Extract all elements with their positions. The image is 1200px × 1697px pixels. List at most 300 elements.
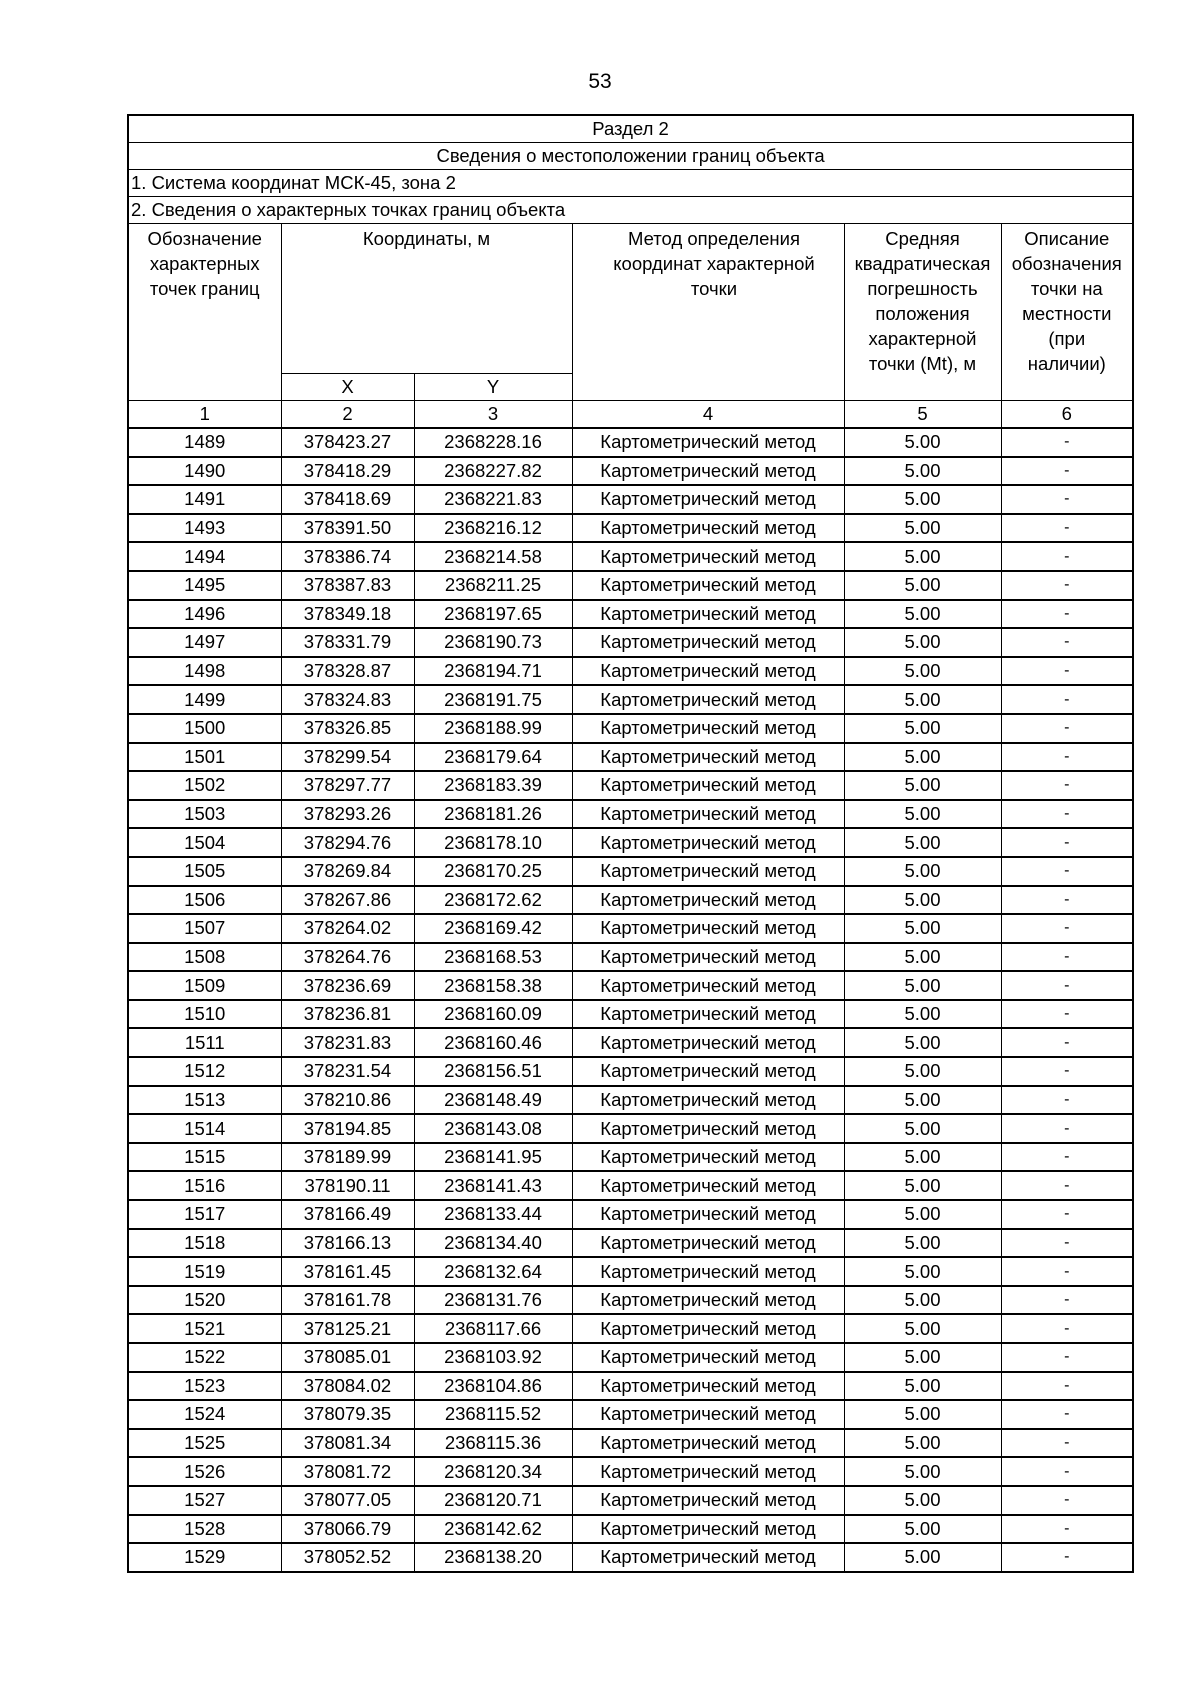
point-id-cell: 1496 [128, 600, 281, 629]
table-row [128, 1314, 1133, 1343]
method-cell: Картометрический метод [572, 514, 844, 543]
method-cell: Картометрический метод [572, 600, 844, 629]
mean-error-cell: 5.00 [844, 428, 1001, 457]
point-id-cell: 1516 [128, 1171, 281, 1200]
mean-error-cell: 5.00 [844, 1457, 1001, 1486]
coord-y-cell: 2368132.64 [414, 1257, 572, 1286]
table-row [128, 943, 1133, 972]
point-id-cell: 1521 [128, 1314, 281, 1343]
description-cell: - [1001, 828, 1133, 857]
table-row [128, 514, 1133, 543]
description-cell: - [1001, 457, 1133, 486]
column-numbers-row [128, 401, 1133, 429]
table-row [128, 914, 1133, 943]
mean-error-cell: 5.00 [844, 1000, 1001, 1029]
coord-y-cell: 2368228.16 [414, 428, 572, 457]
mean-error-cell: 5.00 [844, 1515, 1001, 1544]
mean-error-cell: 5.00 [844, 771, 1001, 800]
coord-y-cell: 2368131.76 [414, 1286, 572, 1315]
description-cell: - [1001, 514, 1133, 543]
mean-error-cell: 5.00 [844, 1086, 1001, 1115]
description-cell: - [1001, 1086, 1133, 1115]
table-row [128, 857, 1133, 886]
method-cell: Картометрический метод [572, 485, 844, 514]
coord-x-cell: 378293.26 [281, 800, 414, 829]
coord-x-cell: 378081.72 [281, 1457, 414, 1486]
coord-x-cell: 378189.99 [281, 1143, 414, 1172]
description-cell: - [1001, 1457, 1133, 1486]
coord-y-cell: 2368160.09 [414, 1000, 572, 1029]
table-row [128, 457, 1133, 486]
mean-error-cell: 5.00 [844, 914, 1001, 943]
coord-y-cell: 2368104.86 [414, 1372, 572, 1401]
description-cell: - [1001, 685, 1133, 714]
coord-y-cell: 2368160.46 [414, 1028, 572, 1057]
method-cell: Картометрический метод [572, 428, 844, 457]
mean-error-cell: 5.00 [844, 971, 1001, 1000]
table-row [128, 1200, 1133, 1229]
points-heading: 2. Сведения о характерных точках границ объекта [128, 197, 1133, 224]
point-id-cell: 1513 [128, 1086, 281, 1115]
method-cell: Картометрический метод [572, 1286, 844, 1315]
coord-y-cell: 2368227.82 [414, 457, 572, 486]
mean-error-cell: 5.00 [844, 1543, 1001, 1572]
point-id-cell: 1525 [128, 1429, 281, 1458]
coord-y-cell: 2368143.08 [414, 1114, 572, 1143]
method-cell: Картометрический метод [572, 1057, 844, 1086]
coord-x-cell: 378324.83 [281, 685, 414, 714]
mean-error-cell: 5.00 [844, 571, 1001, 600]
coord-y-cell: 2368142.62 [414, 1515, 572, 1544]
method-cell: Картометрический метод [572, 743, 844, 772]
coord-y-cell: 2368158.38 [414, 971, 572, 1000]
method-cell: Картометрический метод [572, 1429, 844, 1458]
coord-x-cell: 378387.83 [281, 571, 414, 600]
mean-error-cell: 5.00 [844, 1400, 1001, 1429]
column-number: 5 [844, 401, 1001, 429]
boundary-points-table [127, 114, 1134, 1573]
point-id-cell: 1505 [128, 857, 281, 886]
description-cell: - [1001, 1314, 1133, 1343]
coord-y-cell: 2368115.52 [414, 1400, 572, 1429]
point-id-cell: 1495 [128, 571, 281, 600]
point-id-cell: 1527 [128, 1486, 281, 1515]
coord-x-cell: 378231.83 [281, 1028, 414, 1057]
point-id-cell: 1504 [128, 828, 281, 857]
mean-error-cell: 5.00 [844, 714, 1001, 743]
table-row [128, 657, 1133, 686]
column-number: 6 [1001, 401, 1133, 429]
method-cell: Картометрический метод [572, 628, 844, 657]
table-row [128, 1543, 1133, 1572]
coord-x-cell: 378331.79 [281, 628, 414, 657]
mean-error-cell: 5.00 [844, 685, 1001, 714]
coord-y-cell: 2368170.25 [414, 857, 572, 886]
coord-x-cell: 378194.85 [281, 1114, 414, 1143]
coord-x-cell: 378236.69 [281, 971, 414, 1000]
table-row [128, 1515, 1133, 1544]
method-cell: Картометрический метод [572, 1114, 844, 1143]
coord-x-cell: 378418.69 [281, 485, 414, 514]
description-cell: - [1001, 1486, 1133, 1515]
mean-error-cell: 5.00 [844, 1372, 1001, 1401]
coord-y-cell: 2368216.12 [414, 514, 572, 543]
point-id-cell: 1501 [128, 743, 281, 772]
table-row [128, 1229, 1133, 1258]
description-cell: - [1001, 1429, 1133, 1458]
table-row [128, 428, 1133, 457]
mean-error-cell: 5.00 [844, 828, 1001, 857]
method-cell: Картометрический метод [572, 685, 844, 714]
point-id-cell: 1528 [128, 1515, 281, 1544]
table-row [128, 1000, 1133, 1029]
table-row [128, 1171, 1133, 1200]
header-method: Метод определения координат характерной точки [572, 224, 844, 401]
coord-x-cell: 378299.54 [281, 743, 414, 772]
table-row [128, 771, 1133, 800]
coord-y-cell: 2368172.62 [414, 886, 572, 915]
description-cell: - [1001, 1200, 1133, 1229]
point-id-cell: 1523 [128, 1372, 281, 1401]
coord-x-cell: 378125.21 [281, 1314, 414, 1343]
method-cell: Картометрический метод [572, 771, 844, 800]
mean-error-cell: 5.00 [844, 514, 1001, 543]
method-cell: Картометрический метод [572, 800, 844, 829]
description-cell: - [1001, 1543, 1133, 1572]
point-id-cell: 1524 [128, 1400, 281, 1429]
coord-y-cell: 2368115.36 [414, 1429, 572, 1458]
coord-x-cell: 378267.86 [281, 886, 414, 915]
description-cell: - [1001, 657, 1133, 686]
point-id-cell: 1519 [128, 1257, 281, 1286]
description-cell: - [1001, 971, 1133, 1000]
point-id-cell: 1520 [128, 1286, 281, 1315]
description-cell: - [1001, 1400, 1133, 1429]
description-cell: - [1001, 771, 1133, 800]
point-id-cell: 1497 [128, 628, 281, 657]
description-cell: - [1001, 1229, 1133, 1258]
section-title: Раздел 2 [128, 115, 1133, 143]
mean-error-cell: 5.00 [844, 1343, 1001, 1372]
method-cell: Картометрический метод [572, 1314, 844, 1343]
method-cell: Картометрический метод [572, 943, 844, 972]
table-row [128, 542, 1133, 571]
description-cell: - [1001, 1114, 1133, 1143]
point-id-cell: 1522 [128, 1343, 281, 1372]
method-cell: Картометрический метод [572, 1257, 844, 1286]
method-cell: Картометрический метод [572, 1229, 844, 1258]
method-cell: Картометрический метод [572, 1543, 844, 1572]
description-cell: - [1001, 428, 1133, 457]
coord-x-cell: 378210.86 [281, 1086, 414, 1115]
coord-y-cell: 2368120.71 [414, 1486, 572, 1515]
table-row [128, 600, 1133, 629]
mean-error-cell: 5.00 [844, 886, 1001, 915]
point-id-cell: 1503 [128, 800, 281, 829]
mean-error-cell: 5.00 [844, 1429, 1001, 1458]
coord-y-cell: 2368141.43 [414, 1171, 572, 1200]
table-row [128, 571, 1133, 600]
table-row [128, 1143, 1133, 1172]
mean-error-cell: 5.00 [844, 1229, 1001, 1258]
point-id-cell: 1515 [128, 1143, 281, 1172]
header-point-designation: Обозначение характерных точек границ [128, 224, 281, 401]
point-id-cell: 1491 [128, 485, 281, 514]
table-row [128, 971, 1133, 1000]
description-cell: - [1001, 800, 1133, 829]
coord-x-cell: 378084.02 [281, 1372, 414, 1401]
mean-error-cell: 5.00 [844, 1257, 1001, 1286]
table-row [128, 1343, 1133, 1372]
table-row [128, 1457, 1133, 1486]
coord-x-cell: 378264.02 [281, 914, 414, 943]
column-number: 4 [572, 401, 844, 429]
mean-error-cell: 5.00 [844, 857, 1001, 886]
method-cell: Картометрический метод [572, 1171, 844, 1200]
coord-y-cell: 2368191.75 [414, 685, 572, 714]
point-id-cell: 1526 [128, 1457, 281, 1486]
header-coordinates: Координаты, м [281, 224, 572, 374]
description-cell: - [1001, 857, 1133, 886]
method-cell: Картометрический метод [572, 1200, 844, 1229]
point-id-cell: 1489 [128, 428, 281, 457]
description-cell: - [1001, 1143, 1133, 1172]
coord-y-cell: 2368188.99 [414, 714, 572, 743]
coord-x-cell: 378190.11 [281, 1171, 414, 1200]
coord-x-cell: 378236.81 [281, 1000, 414, 1029]
coord-x-cell: 378166.13 [281, 1229, 414, 1258]
coord-y-cell: 2368179.64 [414, 743, 572, 772]
mean-error-cell: 5.00 [844, 1057, 1001, 1086]
coord-x-cell: 378066.79 [281, 1515, 414, 1544]
point-id-cell: 1493 [128, 514, 281, 543]
header-description: Описание обозначения точки на местности (при наличии) [1001, 224, 1133, 401]
mean-error-cell: 5.00 [844, 1314, 1001, 1343]
coord-x-cell: 378052.52 [281, 1543, 414, 1572]
mean-error-cell: 5.00 [844, 1200, 1001, 1229]
method-cell: Картометрический метод [572, 1486, 844, 1515]
description-cell: - [1001, 571, 1133, 600]
coord-y-cell: 2368117.66 [414, 1314, 572, 1343]
coord-x-cell: 378231.54 [281, 1057, 414, 1086]
method-cell: Картометрический метод [572, 1086, 844, 1115]
coord-x-cell: 378294.76 [281, 828, 414, 857]
header-y: Y [414, 374, 572, 401]
table-row [128, 1486, 1133, 1515]
coord-x-cell: 378418.29 [281, 457, 414, 486]
header-mean-error: Средняя квадратическая погрешность положения характерной точки (Mt), м [844, 224, 1001, 401]
mean-error-cell: 5.00 [844, 457, 1001, 486]
coord-x-cell: 378161.78 [281, 1286, 414, 1315]
method-cell: Картометрический метод [572, 714, 844, 743]
point-id-cell: 1502 [128, 771, 281, 800]
table-row [128, 800, 1133, 829]
description-cell: - [1001, 1171, 1133, 1200]
table-row [128, 1400, 1133, 1429]
description-cell: - [1001, 743, 1133, 772]
coordinate-system: 1. Система координат МСК-45, зона 2 [128, 170, 1133, 197]
point-id-cell: 1529 [128, 1543, 281, 1572]
coord-x-cell: 378269.84 [281, 857, 414, 886]
mean-error-cell: 5.00 [844, 1171, 1001, 1200]
method-cell: Картометрический метод [572, 1515, 844, 1544]
description-cell: - [1001, 714, 1133, 743]
coord-x-cell: 378161.45 [281, 1257, 414, 1286]
point-id-cell: 1500 [128, 714, 281, 743]
point-id-cell: 1514 [128, 1114, 281, 1143]
method-cell: Картометрический метод [572, 828, 844, 857]
table-row [128, 628, 1133, 657]
description-cell: - [1001, 1343, 1133, 1372]
description-cell: - [1001, 600, 1133, 629]
coord-y-cell: 2368103.92 [414, 1343, 572, 1372]
description-cell: - [1001, 628, 1133, 657]
point-id-cell: 1506 [128, 886, 281, 915]
mean-error-cell: 5.00 [844, 1143, 1001, 1172]
coord-x-cell: 378328.87 [281, 657, 414, 686]
point-id-cell: 1518 [128, 1229, 281, 1258]
header-x: X [281, 374, 414, 401]
table-row [128, 1372, 1133, 1401]
coord-x-cell: 378326.85 [281, 714, 414, 743]
point-id-cell: 1511 [128, 1028, 281, 1057]
description-cell: - [1001, 1257, 1133, 1286]
coord-y-cell: 2368156.51 [414, 1057, 572, 1086]
coord-y-cell: 2368190.73 [414, 628, 572, 657]
description-cell: - [1001, 1057, 1133, 1086]
coord-x-cell: 378264.76 [281, 943, 414, 972]
coord-y-cell: 2368221.83 [414, 485, 572, 514]
mean-error-cell: 5.00 [844, 600, 1001, 629]
method-cell: Картометрический метод [572, 1000, 844, 1029]
method-cell: Картометрический метод [572, 542, 844, 571]
coord-x-cell: 378085.01 [281, 1343, 414, 1372]
coord-y-cell: 2368181.26 [414, 800, 572, 829]
description-cell: - [1001, 485, 1133, 514]
table-row [128, 714, 1133, 743]
coord-x-cell: 378297.77 [281, 771, 414, 800]
coord-y-cell: 2368133.44 [414, 1200, 572, 1229]
description-cell: - [1001, 1515, 1133, 1544]
mean-error-cell: 5.00 [844, 657, 1001, 686]
coord-y-cell: 2368214.58 [414, 542, 572, 571]
table-row [128, 1114, 1133, 1143]
column-number: 1 [128, 401, 281, 429]
mean-error-cell: 5.00 [844, 943, 1001, 972]
point-id-cell: 1510 [128, 1000, 281, 1029]
method-cell: Картометрический метод [572, 914, 844, 943]
mean-error-cell: 5.00 [844, 1028, 1001, 1057]
mean-error-cell: 5.00 [844, 1286, 1001, 1315]
table-row [128, 1028, 1133, 1057]
coord-x-cell: 378077.05 [281, 1486, 414, 1515]
mean-error-cell: 5.00 [844, 1114, 1001, 1143]
description-cell: - [1001, 1372, 1133, 1401]
coord-x-cell: 378079.35 [281, 1400, 414, 1429]
method-cell: Картометрический метод [572, 571, 844, 600]
method-cell: Картометрический метод [572, 971, 844, 1000]
method-cell: Картометрический метод [572, 1028, 844, 1057]
method-cell: Картометрический метод [572, 857, 844, 886]
coord-x-cell: 378349.18 [281, 600, 414, 629]
point-id-cell: 1507 [128, 914, 281, 943]
table-row [128, 743, 1133, 772]
coord-x-cell: 378386.74 [281, 542, 414, 571]
table-row [128, 1429, 1133, 1458]
method-cell: Картометрический метод [572, 886, 844, 915]
point-id-cell: 1509 [128, 971, 281, 1000]
method-cell: Картометрический метод [572, 1372, 844, 1401]
mean-error-cell: 5.00 [844, 743, 1001, 772]
column-number: 3 [414, 401, 572, 429]
method-cell: Картометрический метод [572, 1400, 844, 1429]
page-number: 53 [588, 70, 612, 93]
point-id-cell: 1512 [128, 1057, 281, 1086]
coord-y-cell: 2368120.34 [414, 1457, 572, 1486]
method-cell: Картометрический метод [572, 1343, 844, 1372]
table-row [128, 1057, 1133, 1086]
coord-y-cell: 2368197.65 [414, 600, 572, 629]
method-cell: Картометрический метод [572, 1143, 844, 1172]
coord-x-cell: 378391.50 [281, 514, 414, 543]
description-cell: - [1001, 1286, 1133, 1315]
coord-y-cell: 2368141.95 [414, 1143, 572, 1172]
description-cell: - [1001, 1028, 1133, 1057]
coord-y-cell: 2368183.39 [414, 771, 572, 800]
table-row [128, 828, 1133, 857]
table-row [128, 1257, 1133, 1286]
coord-x-cell: 378166.49 [281, 1200, 414, 1229]
column-number: 2 [281, 401, 414, 429]
coord-y-cell: 2368178.10 [414, 828, 572, 857]
coord-y-cell: 2368168.53 [414, 943, 572, 972]
method-cell: Картометрический метод [572, 657, 844, 686]
description-cell: - [1001, 542, 1133, 571]
mean-error-cell: 5.00 [844, 628, 1001, 657]
section-subtitle: Сведения о местоположении границ объекта [128, 143, 1133, 170]
point-id-cell: 1498 [128, 657, 281, 686]
table-row [128, 485, 1133, 514]
point-id-cell: 1490 [128, 457, 281, 486]
description-cell: - [1001, 886, 1133, 915]
coord-y-cell: 2368138.20 [414, 1543, 572, 1572]
description-cell: - [1001, 1000, 1133, 1029]
point-id-cell: 1494 [128, 542, 281, 571]
coord-y-cell: 2368211.25 [414, 571, 572, 600]
table-row [128, 1086, 1133, 1115]
point-id-cell: 1499 [128, 685, 281, 714]
table-row [128, 1286, 1133, 1315]
mean-error-cell: 5.00 [844, 542, 1001, 571]
description-cell: - [1001, 914, 1133, 943]
coord-x-cell: 378081.34 [281, 1429, 414, 1458]
mean-error-cell: 5.00 [844, 800, 1001, 829]
coord-y-cell: 2368169.42 [414, 914, 572, 943]
coord-y-cell: 2368194.71 [414, 657, 572, 686]
point-id-cell: 1517 [128, 1200, 281, 1229]
method-cell: Картометрический метод [572, 1457, 844, 1486]
point-id-cell: 1508 [128, 943, 281, 972]
coord-y-cell: 2368134.40 [414, 1229, 572, 1258]
mean-error-cell: 5.00 [844, 485, 1001, 514]
table-row [128, 886, 1133, 915]
method-cell: Картометрический метод [572, 457, 844, 486]
table-row [128, 685, 1133, 714]
description-cell: - [1001, 943, 1133, 972]
mean-error-cell: 5.00 [844, 1486, 1001, 1515]
coord-y-cell: 2368148.49 [414, 1086, 572, 1115]
coord-x-cell: 378423.27 [281, 428, 414, 457]
